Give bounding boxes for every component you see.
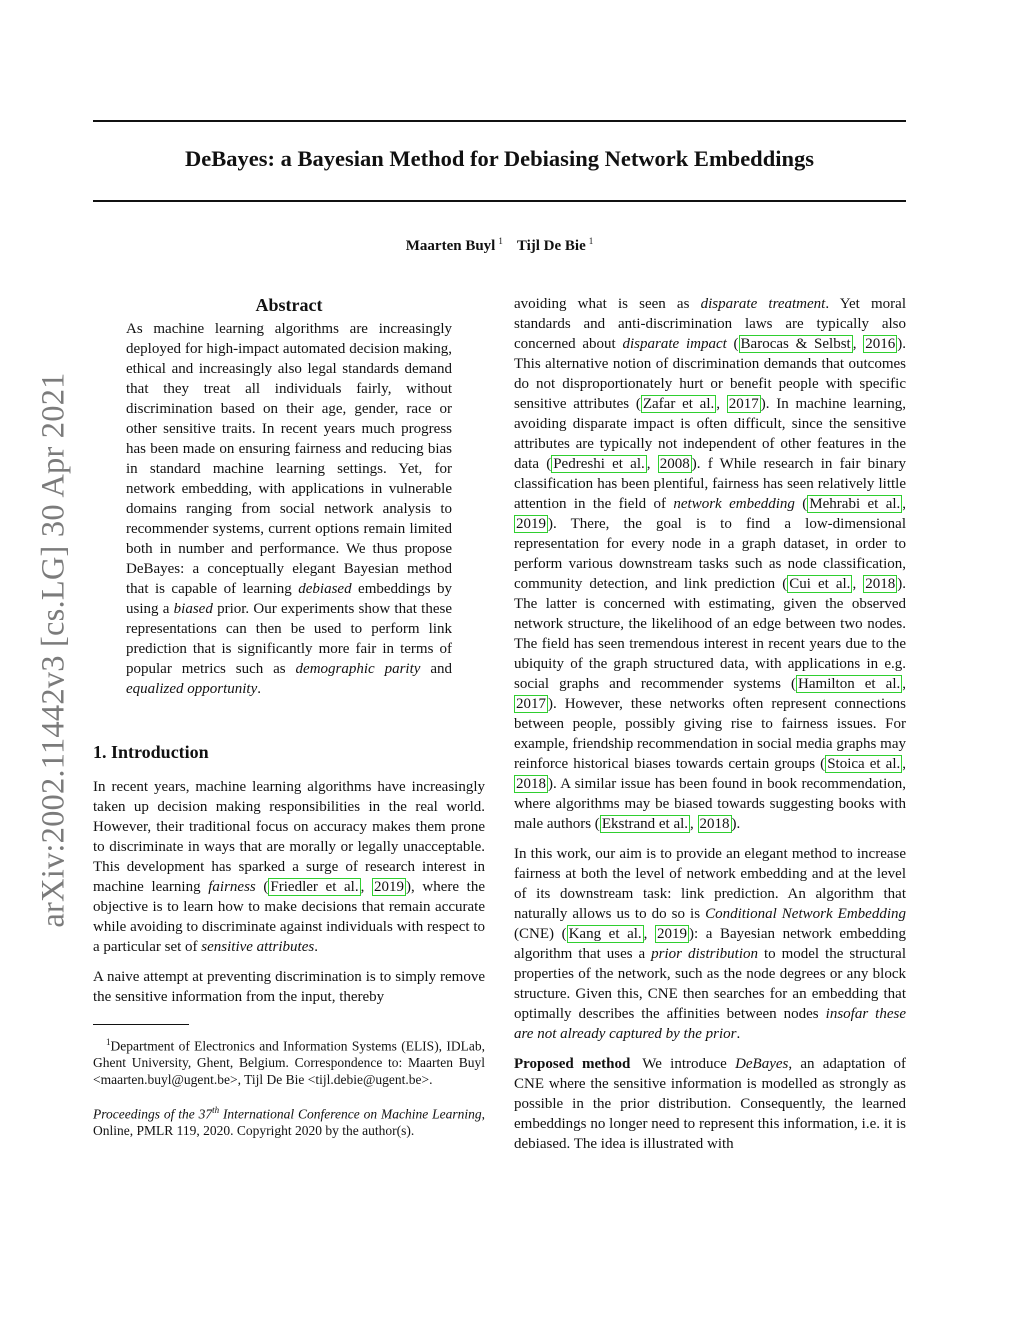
citation-link[interactable]: Barocas & Selbst (740, 336, 851, 352)
citation-link[interactable]: Zafar et al. (642, 396, 715, 412)
intro-paragraph: In this work, our aim is to provide an elegant method to increase fairness at both the level of network embedding and at the level of its downstream task: link prediction. An algorithm that naturally allows us to do so is Conditional Network Embedding (CNE) ( Kang et al. , 2019 ): a Bayesian network embedding algorithm that uses a prior distribution to model the structural properties of the network, such as the node degrees or any block structure. Given this, CNE then searches for an embedding that optimally describes the affinities between nodes insofar these are not already captured by the prior. (514, 846, 906, 1042)
abstract-heading: Abstract (255, 295, 323, 315)
citation-link[interactable]: 2019 (657, 926, 688, 942)
citation-link[interactable]: Mehrabi et al. (809, 496, 901, 512)
citation-link[interactable]: Stoica et al. (827, 756, 901, 772)
author-name: Maarten Buyl (405, 238, 496, 254)
title-rule-top (93, 120, 906, 122)
citation-link[interactable]: 2016 (865, 336, 896, 352)
run-in-heading: Proposed method (514, 1056, 631, 1072)
citation-link[interactable]: Kang et al. (568, 926, 642, 942)
author-affiliation-mark: 1 (498, 236, 503, 246)
citation-link[interactable]: 2019 (374, 879, 404, 895)
citation-link[interactable]: 2017 (516, 696, 546, 712)
intro-paragraph: Proposed method We introduce DeBayes, an adaptation of CNE where the sensitive information is modelled as strongly as possible in the prior distribution. Consequently, the learned embeddings no longer need to represent this information, i.e. it is debiased. The idea is illustrated with (514, 1056, 906, 1152)
author-affiliation-mark: 1 (588, 236, 594, 246)
citation-link[interactable]: 2017 (728, 396, 759, 412)
arxiv-identifier: arXiv:2002.11442v3 [cs.LG] 30 Apr 2021 (35, 372, 72, 928)
footnote-affiliation: $^1$Department of Electronics and Information Systems (ELIS), IDLab, Ghent University, Ghent, Belgium. Correspondence to: Maarten Buyl <maarten.buyl@ugent.be>, Tijl De Bie <tijl.debie@ugent.be>. (93, 1037, 486, 1087)
intro-paragraph: A naive attempt at preventing discrimination is to simply remove the sensitive information from the input, thereby (93, 969, 485, 1005)
right-column (514, 294, 906, 1154)
citation-link[interactable]: Ekstrand et al. (601, 816, 689, 832)
citation-link[interactable]: Hamilton et al. (798, 676, 901, 692)
citation-link[interactable]: 2008 (659, 456, 690, 472)
abstract-body: As machine learning algorithms are increasingly deployed for high-impact automated decision making, ethical and increasingly also legal standards demand that they treat all individuals fairly, without discrimination based on their age, gender, race or other sensitive traits. In recent years much progress has been made on ensuring fairness and reducing bias in standard machine learning settings. Yet, for network embedding, with applications in vulnerable domains ranging from social network analysis to recommender systems, current options remain limited both in number and performance. We thus propose DeBayes: a conceptually elegant Bayesian method that is capable of learning debiased embeddings by using a biased prior. Our experiments show that these representations can then be used to perform link prediction that is significantly more fair in terms of popular metrics such as demographic parity and equalized opportunity. (126, 321, 452, 697)
citation-link[interactable]: Friedler et al. (270, 879, 359, 895)
footnote-proceedings: Proceedings of the 37th International Conference on Machine Learning, Online, PMLR 119, 2020. Copyright 2020 by the author(s). (93, 1105, 485, 1138)
citation-link[interactable]: 2018 (865, 576, 896, 592)
citation-link[interactable]: 2019 (516, 516, 546, 532)
author-name: Tijl De Bie (516, 238, 586, 254)
citation-link[interactable]: 2018 (516, 776, 546, 792)
intro-paragraph: avoiding what is seen as disparate treatment. Yet moral standards and anti-discrimination laws are typically also concerned about disparate impact ( Barocas & Selbst , 2016 ). This alternative notion of discrimination demands that outcomes do not disproportionately hurt or benefit people with specific sensitive attributes ( Zafar et al. , 2017 ). In machine learning, avoiding disparate impact is often difficult, since the sensitive attributes are typically not independent of other features in the data ( Pedreshi et al. , 2008 ). f While research in fair binary classification has been plentiful, fairness has seen relatively little attention in the field of network embedding ( Mehrabi et al. , 2019 ). There, the goal is to find a low-dimensional representation for every node in a graph dataset, in order to perform various downstream tasks such as node classification, community detection, and link prediction ( Cui et al. , 2018 ). The latter is concerned with estimating, given the observed network structure, the likelihood of an edge between two nodes. The field has seen tremendous interest in recent years due to the ubiquity of the graph structured data, with applications in e.g. social graphs and recommender systems ( Hamilton et al. , 2017 ). However, these networks often represent connections between people, possibly giving rise to fairness issues. For example, friendship recommendation in social media graphs may reinforce historical biases towards certain groups ( Stoica et al. , 2018 ). A similar issue has been found in book recommendation, where algorithms may be biased towards suggesting books with male authors ( Ekstrand et al. , 2018 ). (514, 296, 907, 832)
left-column (93, 294, 485, 1140)
citation-link[interactable]: Cui et al. (789, 576, 851, 592)
author-list (93, 236, 906, 255)
paper-title: DeBayes: a Bayesian Method for Debiasing Network Embeddings (185, 146, 814, 171)
title-rule-bottom (93, 200, 906, 202)
citation-link[interactable]: 2018 (699, 816, 730, 832)
intro-paragraph: In recent years, machine learning algorithms have increasingly taken up decision making responsibilities in the real world. However, their traditional focus on accuracy makes them prone to discriminate in ways that are morally or legally unacceptable. This development has sparked a surge of research interest in machine learning fairness ( Friedler et al. , 2019 ), where the objective is to learn how to make decisions that remain accurate while avoiding to discriminate against individuals with respect to a particular set of sensitive attributes. (93, 779, 486, 955)
section-heading-introduction: 1. Introduction (93, 742, 209, 762)
footnote-rule (93, 1024, 189, 1025)
citation-link[interactable]: Pedreshi et al. (553, 456, 645, 472)
